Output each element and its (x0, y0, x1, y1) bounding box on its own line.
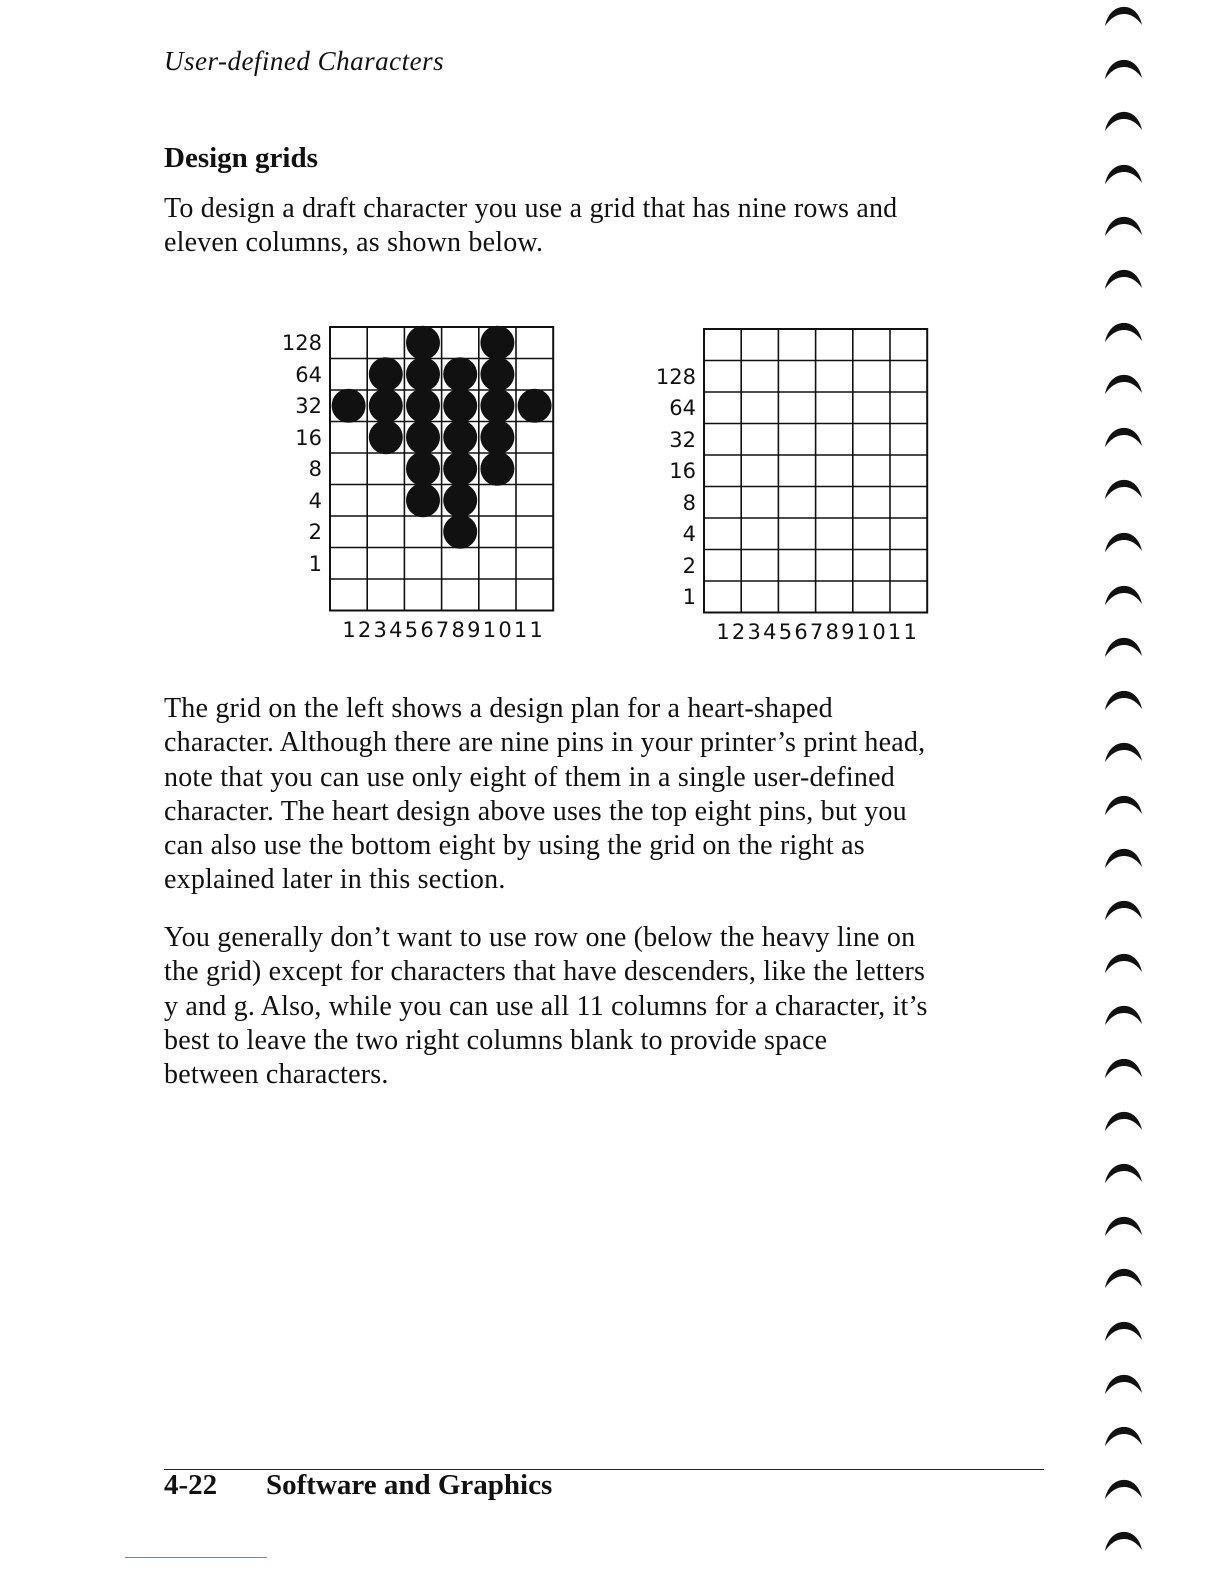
paragraph-line: The grid on the left shows a design plan for a heart-shaped (164, 693, 833, 724)
paragraph-line: character. The heart design above uses the top eight pins, but you (164, 795, 907, 827)
spiral-binding-ring-icon (1102, 1320, 1144, 1342)
spiral-binding-ring-icon (1102, 741, 1144, 763)
row-weight-label: 2 (682, 553, 696, 578)
row-weight-label: 4 (682, 522, 696, 546)
pin-dot (406, 420, 440, 454)
spiral-binding-ring-icon (1102, 794, 1144, 816)
spiral-binding-ring-icon (1102, 1110, 1144, 1132)
column-number-label: 6 (794, 619, 808, 644)
paragraph-line: note that you can use only eight of them in a single user-defined (164, 761, 895, 793)
pin-dot (480, 357, 514, 391)
paragraph-line: explained later in this section. (164, 864, 506, 896)
column-number-label: 3 (747, 619, 761, 644)
section-heading: Design grids (164, 142, 318, 174)
spiral-binding-ring-icon (1102, 478, 1144, 500)
column-number-label: 5 (778, 619, 793, 644)
column-number-label: 1 (887, 619, 902, 644)
column-number-label: 4 (389, 617, 403, 642)
spiral-binding-ring-icon (1102, 1215, 1144, 1237)
row-weight-label: 128 (281, 331, 322, 355)
pin-dot (369, 357, 403, 391)
spiral-binding-ring-icon (1102, 215, 1144, 237)
spiral-binding-ring-icon (1102, 1530, 1144, 1552)
intro-line: eleven columns, as shown below. (164, 227, 544, 259)
spiral-binding-ring-icon (1102, 899, 1144, 921)
row-weight-label: 32 (669, 427, 696, 452)
column-number-label: 1 (529, 617, 543, 642)
paragraph-line: between characters. (164, 1059, 389, 1091)
paragraph-grid-explanation (164, 692, 1064, 898)
column-number-label: 7 (809, 619, 824, 644)
paragraph-row-usage (164, 921, 1064, 1092)
row-weight-label: 1 (682, 585, 696, 609)
spiral-binding-ring-icon (1102, 1057, 1144, 1079)
paragraph-line: character. Although there are nine pins in your printer’s print head, (164, 727, 926, 759)
column-number-label: 7 (435, 617, 450, 642)
pin-dot (443, 452, 477, 486)
paragraph-line: can also use the bottom eight by using the grid on the right as (164, 830, 865, 862)
pin-dot (480, 420, 514, 454)
page-number: 4-22 (164, 1469, 218, 1501)
running-head: User-defined Characters (164, 46, 445, 76)
row-weight-label: 128 (655, 364, 696, 389)
row-weight-label: 64 (295, 362, 322, 387)
paragraph-line: You generally don’t want to use row one (below the heavy line on (164, 922, 916, 953)
row-weight-label: 16 (295, 425, 322, 450)
spiral-binding-ring-icon (1102, 689, 1144, 711)
column-number-label: 1 (513, 617, 528, 642)
spiral-binding-ring-icon (1102, 952, 1144, 974)
row-weight-label: 64 (669, 396, 696, 420)
column-number-label: 9 (841, 619, 855, 644)
spiral-binding-ring-icon (1102, 110, 1144, 132)
grid-lines (328, 325, 555, 613)
pin-dot (369, 389, 403, 423)
column-number-label: 4 (763, 619, 777, 644)
paragraph-line: y and g. Also, while you can use all 11 columns for a character, it’s (164, 990, 928, 1022)
pin-dot (443, 420, 477, 454)
spiral-binding-ring-icon (1102, 1478, 1144, 1500)
row-weight-label: 16 (669, 459, 696, 483)
spiral-binding-ring-icon (1102, 426, 1144, 448)
pin-dot (406, 389, 440, 423)
pin-dot (406, 357, 440, 391)
row-weight-label: 8 (308, 457, 322, 481)
chapter-title: Software and Graphics (266, 1469, 553, 1501)
row-weight-label: 1 (308, 551, 322, 576)
spiral-binding-ring-icon (1102, 584, 1144, 606)
column-number-label: 2 (731, 619, 746, 644)
column-number-label: 1 (342, 617, 356, 642)
intro-paragraph (164, 192, 1064, 261)
spiral-binding-ring-icon (1102, 1004, 1144, 1026)
column-number-label: 3 (373, 617, 387, 642)
column-number-label: 0 (872, 619, 886, 644)
page-footer (164, 1469, 552, 1502)
scan-artifact-line (125, 1557, 267, 1558)
column-number-label: 6 (420, 617, 434, 642)
spiral-binding-ring-icon (1102, 163, 1144, 185)
spiral-binding-ring-icon (1102, 268, 1144, 290)
pin-dot (406, 326, 440, 360)
column-number-label: 8 (825, 619, 839, 644)
pin-dot (406, 452, 440, 486)
pin-dot (443, 389, 477, 423)
pin-dot (443, 483, 477, 517)
row-weight-label: 2 (308, 520, 322, 544)
pin-dot (369, 420, 403, 454)
row-weight-label: 8 (682, 490, 696, 515)
spiral-binding-ring-icon (1102, 373, 1144, 395)
spiral-binding-ring-icon (1102, 1267, 1144, 1289)
pin-dot (443, 515, 477, 549)
column-number-label: 8 (451, 617, 465, 642)
row-weight-label: 4 (308, 488, 322, 513)
grid-lines (702, 327, 929, 615)
column-number-label: 1 (903, 619, 917, 644)
column-number-label: 2 (357, 617, 372, 642)
column-number-label: 1 (856, 619, 871, 644)
pin-dot (480, 452, 514, 486)
spiral-binding-ring-icon (1102, 847, 1144, 869)
spiral-binding-ring-icon (1102, 531, 1144, 553)
column-number-label: 1 (716, 619, 730, 644)
spiral-binding-ring-icon (1102, 321, 1144, 343)
pin-dot (480, 389, 514, 423)
pin-dot (480, 326, 514, 360)
column-number-label: 5 (404, 617, 419, 642)
spiral-binding-ring-icon (1102, 58, 1144, 80)
pin-dot (443, 357, 477, 391)
column-number-label: 0 (498, 617, 512, 642)
column-number-label: 1 (482, 617, 497, 642)
spiral-binding-ring-icon (1102, 636, 1144, 658)
pin-dot (332, 389, 366, 423)
spiral-binding-ring-icon (1102, 1162, 1144, 1184)
row-weight-label: 32 (295, 394, 322, 418)
paragraph-line: the grid) except for characters that have descenders, like the letters (164, 956, 926, 988)
spiral-binding-ring-icon (1102, 5, 1144, 27)
column-number-label: 9 (467, 617, 481, 642)
pin-dot (406, 483, 440, 517)
paragraph-line: best to leave the two right columns blank to provide space (164, 1024, 828, 1056)
pin-dot (518, 389, 552, 423)
spiral-binding-ring-icon (1102, 1373, 1144, 1395)
intro-line: To design a draft character you use a grid that has nine rows and (164, 193, 898, 224)
spiral-binding-ring-icon (1102, 1425, 1144, 1447)
